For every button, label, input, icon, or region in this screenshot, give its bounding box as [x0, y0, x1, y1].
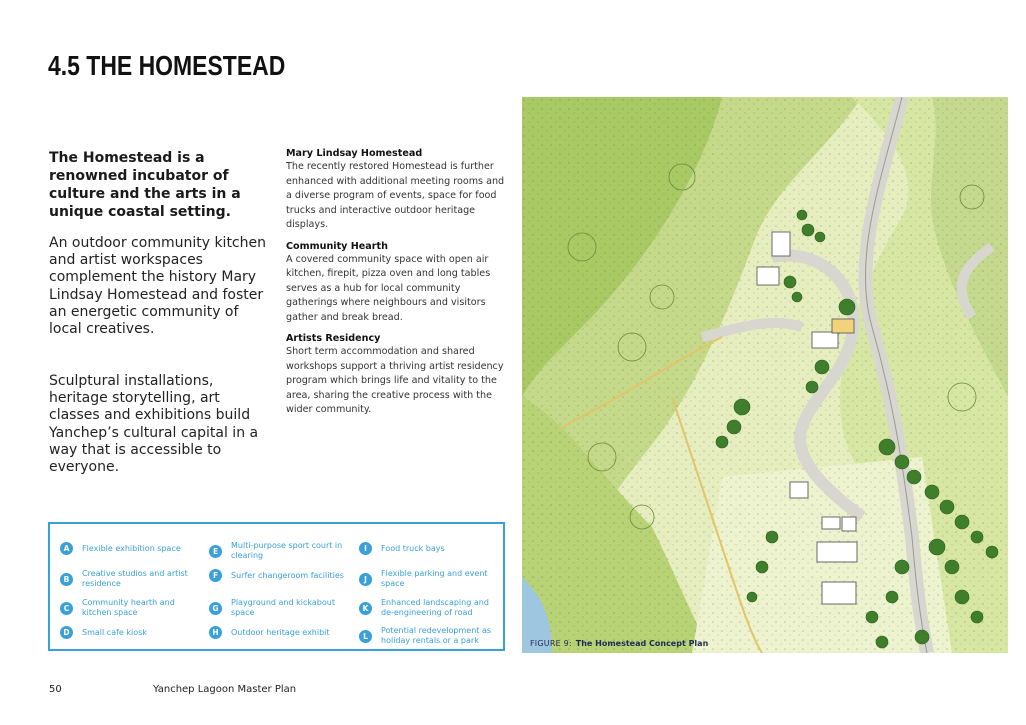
legend-label: Flexible exhibition space [82, 543, 181, 553]
section-heading: Community Hearth [286, 240, 388, 252]
legend-item-i [359, 542, 499, 555]
page-title: 4.5 THE HOMESTEAD [48, 50, 286, 81]
legend-item-g [209, 598, 349, 618]
page-number: 50 [49, 684, 62, 695]
section-text: A covered community space with open air kitchen, firepit, pizza oven and long tables serves as a hub for local community gatherings where neighbours and visitors gather and break bread. [286, 253, 491, 323]
legend-label: Small cafe kiosk [82, 627, 147, 637]
legend-badge: L [359, 630, 372, 643]
body-paragraph-1: An outdoor community kitchen and artist workspaces complement the history Mary Lindsay Homestead and foster an energetic community of local creatives. [49, 235, 266, 338]
legend-label: Multi-purpose sport court in clearing [231, 541, 343, 560]
legend-item-l [359, 626, 499, 646]
legend-label: Potential redevelopment as holiday rentals or a park [381, 626, 492, 645]
figure-number: FIGURE 9: [530, 639, 572, 648]
legend-item-j [359, 569, 499, 589]
concept-plan-figure [522, 97, 1008, 653]
lead-paragraph: The Homestead is a renowned incubator of culture and the arts in a unique coastal setting. [49, 150, 241, 220]
legend-label: Flexible parking and event space [381, 569, 488, 588]
legend-label: Surfer changeroom facilities [231, 570, 344, 580]
feature-sections [286, 148, 508, 426]
legend-item-d [60, 626, 200, 639]
legend-item-c [60, 598, 200, 618]
legend-badge: J [359, 573, 372, 586]
legend-item-e [209, 541, 349, 561]
document-title: Yanchep Lagoon Master Plan [153, 684, 297, 695]
section-community-hearth [286, 241, 508, 326]
legend-badge: D [60, 626, 73, 639]
legend-label: Creative studios and artist residence [82, 569, 188, 588]
legend-label: Playground and kickabout space [231, 598, 335, 617]
legend-item-b [60, 569, 200, 589]
legend-label: Food truck bays [381, 543, 445, 553]
legend-item-k [359, 598, 499, 618]
legend-label: Enhanced landscaping and de-engineering of road [381, 598, 489, 617]
legend-badge: C [60, 602, 73, 615]
legend-item-h [209, 626, 349, 639]
section-artists-residency [286, 333, 508, 418]
figure-caption [530, 639, 708, 648]
section-heading: Artists Residency [286, 333, 381, 344]
legend-badge: F [209, 569, 222, 582]
legend-badge: G [209, 602, 222, 615]
plan-legend [48, 522, 505, 651]
legend-item-f [209, 569, 349, 582]
legend-label: Community hearth and kitchen space [82, 598, 175, 617]
legend-badge: I [359, 542, 372, 555]
legend-badge: E [209, 545, 222, 558]
section-heading: Mary Lindsay Homestead [286, 148, 423, 159]
legend-badge: K [359, 602, 372, 615]
concept-plan-illustration [522, 97, 1008, 653]
figure-title: The Homestead Concept Plan [575, 639, 709, 648]
section-text: The recently restored Homestead is further enhanced with additional meeting rooms and a diverse program of events, space for food trucks and interactive outdoor heritage displays. [286, 161, 505, 230]
legend-badge: H [209, 626, 222, 639]
legend-badge: B [60, 573, 73, 586]
body-paragraph-2: Sculptural installations, heritage storytelling, art classes and exhibitions build Yanchep’s cultural capital in a way that is accessible to everyone. [49, 373, 259, 476]
legend-label: Outdoor heritage exhibit [231, 627, 330, 637]
legend-item-a [60, 542, 200, 555]
legend-badge: A [60, 542, 73, 555]
section-mary-lindsay [286, 148, 508, 233]
section-text: Short term accommodation and shared workshops support a thriving artist residency program which brings life and vitality to the area, sharing the creative process with the wider community. [286, 346, 504, 415]
